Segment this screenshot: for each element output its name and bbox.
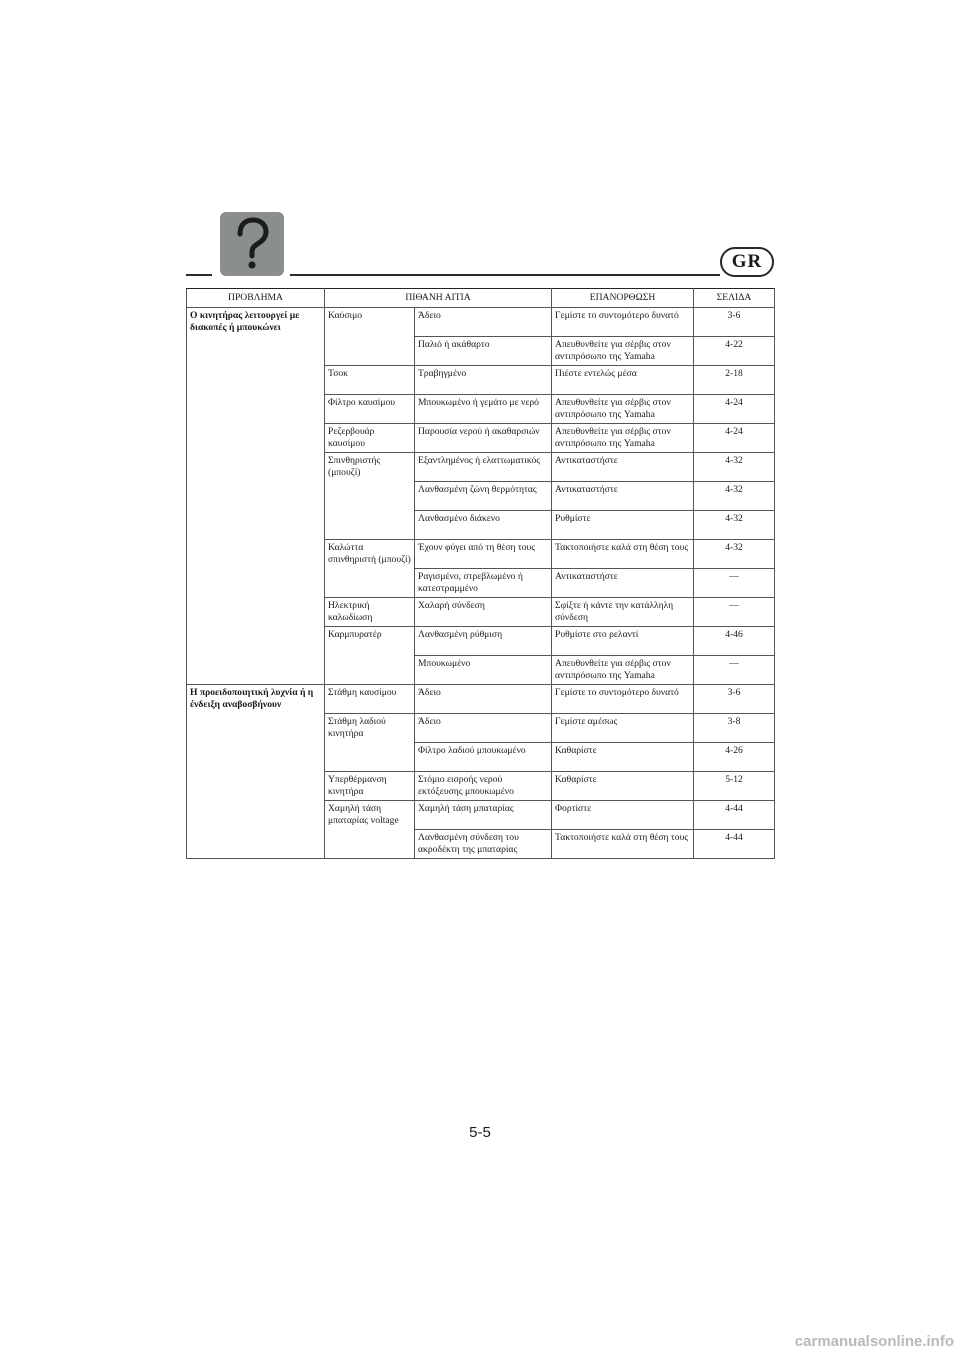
page-ref-cell: 4-22	[694, 337, 775, 366]
column-header-problem: ΠΡΟΒΛΗΜΑ	[187, 289, 325, 308]
page-ref-cell: 4-24	[694, 424, 775, 453]
column-header-remedy: ΕΠΑΝΟΡΘΩΣΗ	[552, 289, 694, 308]
sub-cause-cell: Χαλαρή σύνδεση	[415, 598, 552, 627]
sub-cause-cell: Λανθασμένη ρύθμιση	[415, 627, 552, 656]
sub-cause-cell: Άδειο	[415, 685, 552, 714]
sub-cause-cell: Άδειο	[415, 714, 552, 743]
remedy-cell: Σφίξτε ή κάντε την κατάλληλη σύνδεση	[552, 598, 694, 627]
page-ref-cell: 3-6	[694, 685, 775, 714]
cause-cell: Χαμηλή τάση μπαταρίας voltage	[325, 801, 415, 859]
remedy-cell: Καθαρίστε	[552, 743, 694, 772]
page-ref-cell: 3-8	[694, 714, 775, 743]
remedy-cell: Απευθυνθείτε για σέρβις στον αντιπρόσωπο της Yamaha	[552, 337, 694, 366]
sub-cause-cell: Λανθασμένο διάκενο	[415, 511, 552, 540]
remedy-cell: Απευθυνθείτε για σέρβις στον αντιπρόσωπο της Yamaha	[552, 395, 694, 424]
sub-cause-cell: Μπουκωμένο ή γεμάτο με νερό	[415, 395, 552, 424]
page-ref-cell: 4-44	[694, 801, 775, 830]
page-ref-cell: —	[694, 656, 775, 685]
sub-cause-cell: Παλιό ή ακάθαρτο	[415, 337, 552, 366]
sub-cause-cell: Παρουσία νερού ή ακαθαρσιών	[415, 424, 552, 453]
cause-cell: Ηλεκτρική καλωδίωση	[325, 598, 415, 627]
sub-cause-cell: Άδειο	[415, 308, 552, 337]
troubleshooting-table	[186, 288, 775, 859]
remedy-cell: Γεμίστε αμέσως	[552, 714, 694, 743]
remedy-cell: Ρυθμίστε	[552, 511, 694, 540]
remedy-cell: Αντικαταστήστε	[552, 482, 694, 511]
remedy-cell: Γεμίστε το συντομότερο δυνατό	[552, 685, 694, 714]
page-ref-cell: 2-18	[694, 366, 775, 395]
remedy-cell: Πιέστε εντελώς μέσα	[552, 366, 694, 395]
cause-cell: Ρεζερβουάρ καυσίμου	[325, 424, 415, 453]
problem-cell: Ο κινητήρας λειτουργεί με διακοπές ή μπουκώνει	[187, 308, 325, 685]
cause-cell: Στάθμη λαδιού κινητήρα	[325, 714, 415, 772]
cause-cell: Υπερθέρμανση κινητήρα	[325, 772, 415, 801]
sub-cause-cell: Τραβηγμένο	[415, 366, 552, 395]
sub-cause-cell: Φίλτρο λαδιού μπουκωμένο	[415, 743, 552, 772]
cause-cell: Καρμπυρατέρ	[325, 627, 415, 685]
sub-cause-cell: Ραγισμένο, στρεβλωμένο ή κατεστραμμένο	[415, 569, 552, 598]
table-row	[187, 685, 775, 714]
table-header-row	[187, 289, 775, 308]
header-rule-right	[290, 274, 720, 276]
remedy-cell: Φορτίστε	[552, 801, 694, 830]
cause-cell: Καλώττα σπινθηριστή (μπουζί)	[325, 540, 415, 598]
page-ref-cell: 5-12	[694, 772, 775, 801]
question-mark-icon	[220, 212, 284, 276]
remedy-cell: Απευθυνθείτε για σέρβις στον αντιπρόσωπο της Yamaha	[552, 424, 694, 453]
page-ref-cell: 4-32	[694, 482, 775, 511]
remedy-cell: Τακτοποιήστε καλά στη θέση τους	[552, 830, 694, 859]
table-row	[187, 308, 775, 337]
sub-cause-cell: Λανθασμένη ζώνη θερμότητας	[415, 482, 552, 511]
cause-cell: Φίλτρο καυσίμου	[325, 395, 415, 424]
remedy-cell: Αντικαταστήστε	[552, 453, 694, 482]
page-ref-cell: —	[694, 569, 775, 598]
cause-cell: Σπινθηριστής (μπουζί)	[325, 453, 415, 540]
remedy-cell: Καθαρίστε	[552, 772, 694, 801]
page-ref-cell: 4-44	[694, 830, 775, 859]
column-header-cause: ΠΙΘΑΝΗ ΑΙΤΙΑ	[325, 289, 552, 308]
header-rule-left	[186, 274, 212, 276]
page-ref-cell: 4-32	[694, 511, 775, 540]
sub-cause-cell: Εξαντλημένος ή ελαττωματικός	[415, 453, 552, 482]
cause-cell: Στάθμη καυσίμου	[325, 685, 415, 714]
cause-cell: Τσοκ	[325, 366, 415, 395]
remedy-cell: Απευθυνθείτε για σέρβις στον αντιπρόσωπο της Yamaha	[552, 656, 694, 685]
sub-cause-cell: Χαμηλή τάση μπαταρίας	[415, 801, 552, 830]
sub-cause-cell: Μπουκωμένο	[415, 656, 552, 685]
page-ref-cell: 4-26	[694, 743, 775, 772]
table-body	[187, 308, 775, 859]
page-ref-cell: 3-6	[694, 308, 775, 337]
problem-cell: Η προειδοποιητική λυχνία ή η ένδειξη αναβοσβήνουν	[187, 685, 325, 859]
remedy-cell: Αντικαταστήστε	[552, 569, 694, 598]
page-ref-cell: 4-32	[694, 453, 775, 482]
watermark: carmanualsonline.info	[794, 1333, 954, 1350]
cause-cell: Καύσιμο	[325, 308, 415, 366]
page-ref-cell: 4-24	[694, 395, 775, 424]
remedy-cell: Τακτοποιήστε καλά στη θέση τους	[552, 540, 694, 569]
remedy-cell: Ρυθμίστε στο ρελαντί	[552, 627, 694, 656]
page-ref-cell: 4-46	[694, 627, 775, 656]
page-ref-cell: 4-32	[694, 540, 775, 569]
sub-cause-cell: Λανθασμένη σύνδεση του ακροδέκτη της μπαταρίας	[415, 830, 552, 859]
column-header-page: ΣΕΛΙΔΑ	[694, 289, 775, 308]
page-number: 5-5	[469, 1124, 491, 1141]
remedy-cell: Γεμίστε το συντομότερο δυνατό	[552, 308, 694, 337]
sub-cause-cell: Έχουν φύγει από τη θέση τους	[415, 540, 552, 569]
page-ref-cell: —	[694, 598, 775, 627]
sub-cause-cell: Στόμιο εισροής νερού εκτόξευσης μπουκωμένο	[415, 772, 552, 801]
language-badge: GR	[720, 247, 774, 277]
